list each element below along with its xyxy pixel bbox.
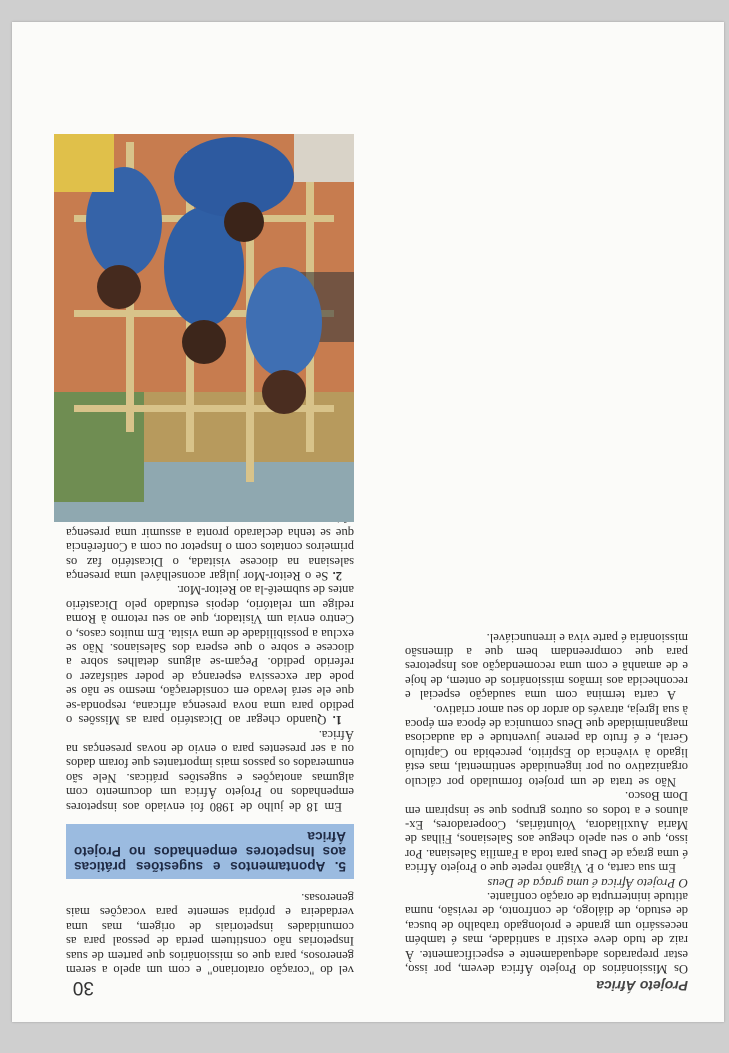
left-paragraph: Os Missionários do Projeto África devem, por isso, estar preparados adequadamente e especificamente. À raiz de tudo deve existir a santidade, mas é também necessário um grande e prolongado trabalho de busca, de estudo, de diálogo, de confronto, de revisão, numa atitude ininterrupta de oração confiante. <box>405 889 688 976</box>
page-number: 30 <box>72 977 94 998</box>
photo-illustration <box>54 134 354 522</box>
left-subheading: O Projeto África é uma graça de Deus <box>487 875 688 891</box>
numbered-item: 1. Quando chegar ao Dicastério para as Missões o pedido para uma nova presença africana, responda-se que ele será levado em consideração, mesmo se não se pode dar excessiva esperança de poder satisfazer o referido pedido. Peçam-se alguns detalhes sobre a diocese e sobre o que espera dos Salesianos. Não se exclua a possibilidade de uma visita. Em muitos casos, o Centro envia um Visitador, que ao seu retorno à Roma redige um relatório, depois estudado pelo Dicastério antes de submetê-la ao Reitor-Mor. <box>66 583 354 728</box>
running-head: Projeto África <box>596 978 688 994</box>
book-page <box>12 22 724 1022</box>
left-paragraph: Em sua carta, o P. Viganò repete que o Projeto África é uma graça de Deus para toda a Família Salesiana. Por isso, que o seu apelo chegue aos Salesianos, Filhas de Maria Auxiliadora, Voluntárias, Cooperadores, Ex-alunos e a todos os outros grupos que se inspiram em Dom Bosco. <box>405 789 688 876</box>
right-paragraph: vel do "coração oratoriano" e com um apelo a serem generosos, para que os missionários que partem de suas Inspetorias não constituem perda de pessoal para as comunidades inspetoriais de origem, mas uma verdadeira e própria semente para vocações mais generosas. <box>66 890 354 977</box>
left-column <box>405 630 688 976</box>
numbered-item: 2. Se o Reitor-Mor julgar aconselhável uma presença salesiana na diocese visitada, o Dicastério faz os primeiros contatos com o Inspetor ou com a Conferência que se tenha declarado pronta a assumir uma presença <box>66 525 354 584</box>
page-content-rotated <box>12 22 724 1022</box>
left-paragraph: Não se trata de um projeto formulado por cálculo organizativo ou por ingenuidade sentimental, mas está ligado à vivência do Espírito, percebida no Capítulo Geral, e é fruto da perene juventude e da audaciosa magnanimidade que Deus comunica de época em época à sua Igreja, através do ardor do seu amor criativo. <box>405 702 688 789</box>
section-title: 5. Apontamentos e sugestões práticas aos Inspetores empenhados no Projeto África <box>66 824 354 879</box>
photo <box>54 134 354 522</box>
left-paragraph: A carta termina com uma saudação especial e reconhecida aos irmãos missionários de ontem, de hoje e de amanhã e com uma recomendação aos Inspetores para que compreendam bem que a dimensão missionária é parte viva e irrenunciável. <box>405 630 688 703</box>
right-paragraph: Em 18 de julho de 1980 foi enviado aos inspetores empenhados no Projeto África um documento com algumas anotações e sugestões práticas. Nele são enumerados os passos mais importantes que foram dados ou a ser presentes para o envio de novas presenças na África. <box>66 727 354 814</box>
